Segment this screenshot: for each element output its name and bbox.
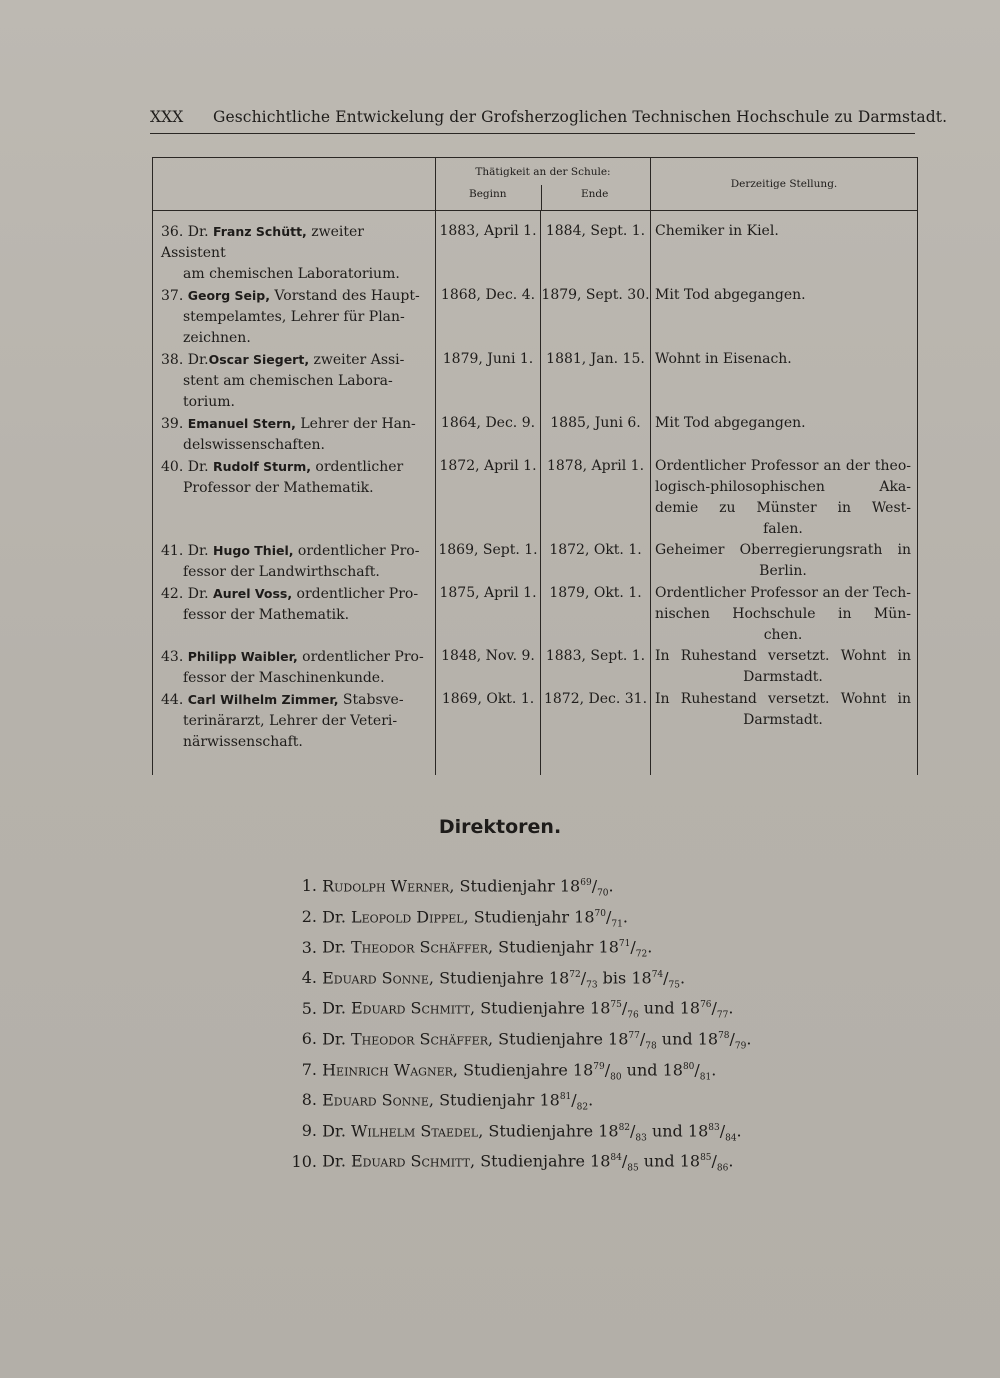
stellung-cell (651, 413, 918, 456)
year-start: 69 (580, 878, 592, 888)
activity-group-label: Thätigkeit an der Schule: (475, 166, 611, 178)
staff-role-line: terinärarzt, Lehrer der Veteri- (183, 713, 398, 729)
stellung-cell (651, 540, 918, 583)
title-prefix: Dr. (322, 937, 351, 957)
year-start: 82 (618, 1122, 631, 1133)
beginn-cell (436, 646, 541, 689)
year-end: 83 (635, 1133, 647, 1144)
end-punctuation: . (711, 1059, 717, 1079)
year-start: 80 (682, 1061, 695, 1072)
term-text: , Studienjahre 18 (488, 1029, 629, 1049)
title-prefix: Dr. (187, 543, 209, 559)
stellung-line: Chemiker in Kiel. (655, 223, 779, 239)
stellung-line: nischen Hochschule in Mün- (655, 606, 911, 622)
entry-number: 38. (161, 352, 184, 368)
beginn-cell (436, 540, 541, 583)
beginn-cell (436, 689, 541, 753)
year-end: 75 (668, 980, 680, 991)
staff-role: Lehrer der Han- (295, 416, 416, 432)
title-prefix: Dr. (187, 224, 209, 240)
staff-name: Franz Schütt, (213, 224, 307, 239)
year-end: 81 (699, 1072, 712, 1083)
director-name: Rudolph Werner (322, 876, 450, 896)
term-text: , Studienjahre 18 (470, 1151, 611, 1171)
staff-role-line: zeichnen. (183, 330, 251, 346)
stellung-line: In Ruhestand versetzt. Wohnt in (655, 648, 911, 664)
ende-date: 1878, April 1. (546, 458, 645, 474)
table-row (153, 456, 918, 540)
year-start: 71 (618, 939, 631, 950)
staff-role-line: Professor der Mathematik. (183, 480, 374, 496)
term-connector: und 18 (621, 1059, 683, 1079)
ende-date: 1872, Dec. 31. (543, 691, 648, 707)
item-number: 1. (301, 876, 317, 896)
beginn-date: 1872, April 1. (439, 458, 537, 474)
staff-role: ordentlicher Pro- (293, 543, 420, 559)
list-item: 4. Eduard Sonne, Studienjahre $18^{72}/_{73}$ bis $18^{74}/_{75}$. (285, 960, 905, 991)
table-row (153, 349, 918, 413)
term-connector: und 18 (656, 1029, 719, 1049)
ende-cell (541, 221, 651, 285)
list-item: 8. Eduard Sonne, Studienjahr $18^{81}/_{82}$. (285, 1082, 905, 1113)
staff-role-line: fessor der Landwirthschaft. (183, 564, 380, 580)
beginn-cell (436, 349, 541, 413)
stellung-line: logisch-philosophischen Aka- (655, 479, 911, 495)
year-start: 79 (593, 1061, 605, 1072)
title-prefix: Dr. (322, 1121, 351, 1141)
staff-role-line: fessor der Mathematik. (183, 607, 350, 623)
staff-role: Vorstand des Haupt- (269, 288, 420, 304)
stellung-line: Wohnt in Eisenach. (655, 351, 792, 367)
director-name: Leopold Dippel (350, 906, 464, 926)
item-number: 9. (301, 1121, 317, 1141)
ende-cell (541, 456, 651, 540)
beginn-date: 1869, Okt. 1. (441, 691, 535, 707)
staff-role-line: am chemischen Laboratorium. (183, 266, 400, 282)
entry-number: 37. (161, 288, 184, 304)
year-start: 81 (559, 1092, 572, 1103)
term-text: , Studienjahr 18 (488, 937, 619, 957)
staff-name-cell (153, 689, 436, 753)
item-number: 3. (301, 937, 317, 957)
year-start: 70 (594, 908, 606, 919)
year-end: 76 (627, 1010, 639, 1021)
table-row (153, 689, 918, 753)
stellung-cell (651, 689, 918, 753)
director-name: Wilhelm Staedel (350, 1121, 479, 1141)
list-item: 3. Dr. Theodor Schäffer, Studienjahr $18^{71}/_{72}$. (285, 929, 905, 960)
beginn-date: 1864, Dec. 9. (440, 415, 536, 431)
item-number: 4. (301, 968, 317, 988)
table-row (153, 413, 918, 456)
beginn-cell (436, 221, 541, 285)
staff-name-cell (153, 456, 436, 540)
item-number: 7. (301, 1059, 317, 1079)
year-start: 76 (700, 1000, 712, 1011)
end-punctuation: . (680, 968, 686, 988)
staff-name: Philipp Waibler, (187, 649, 298, 664)
name-column-header (153, 158, 436, 211)
year-start: 78 (718, 1030, 730, 1041)
stellung-cell (651, 456, 918, 540)
staff-role: Stabsve- (338, 692, 404, 708)
year-end: 80 (610, 1072, 622, 1083)
beginn-cell (436, 583, 541, 646)
running-header (150, 108, 948, 130)
staff-name-cell (153, 540, 436, 583)
term-connector: und 18 (638, 1151, 701, 1171)
table-row (153, 646, 918, 689)
item-number: 2. (301, 906, 317, 926)
running-title: Geschichtliche Entwickelung der Grofsherzoglichen Technischen Hochschule zu Darmstadt. (213, 108, 948, 126)
list-item: 7. Heinrich Wagner, Studienjahre $18^{79}/_{80}$ und $18^{80}/_{81}$. (285, 1052, 905, 1083)
year-end: 72 (635, 949, 648, 960)
entry-number: 44. (161, 692, 184, 708)
stellung-line: Darmstadt. (743, 712, 823, 728)
year-start: 75 (610, 1000, 622, 1011)
ende-date: 1879, Okt. 1. (549, 585, 642, 601)
director-name: Eduard Schmitt (350, 1151, 471, 1171)
staff-role-line: delswissenschaften. (183, 437, 325, 453)
stellung-cell (651, 221, 918, 285)
stellung-line: Geheimer Oberregierungsrath in (655, 542, 911, 558)
beginn-header: Beginn (469, 188, 507, 200)
title-prefix: Dr. (187, 352, 209, 368)
entry-number: 39. (161, 416, 184, 432)
list-item: 10. Dr. Eduard Schmitt, Studienjahre $18^{84}/_{85}$ und $18^{85}/_{86}$. (285, 1143, 905, 1174)
item-number: 10. (291, 1151, 317, 1171)
beginn-cell (436, 413, 541, 456)
staff-name: Hugo Thiel, (213, 543, 294, 558)
end-punctuation: . (622, 906, 628, 926)
beginn-date: 1879, Juni 1. (442, 351, 534, 367)
ende-cell (541, 540, 651, 583)
term-text: , Studienjahre 18 (470, 998, 611, 1018)
staff-role-line: fessor der Maschinenkunde. (183, 670, 385, 686)
table-row (153, 583, 918, 646)
title-prefix: Dr. (187, 459, 209, 475)
year-start: 77 (628, 1030, 640, 1041)
year-end: 82 (576, 1102, 589, 1113)
end-punctuation: . (588, 1090, 594, 1110)
year-end: 77 (716, 1010, 729, 1021)
column-divider (541, 185, 542, 210)
title-prefix: Dr. (322, 906, 351, 926)
term-connector: und 18 (646, 1121, 709, 1141)
ende-date: 1881, Jan. 15. (546, 351, 645, 367)
staff-name: Rudolf Sturm, (213, 459, 311, 474)
ende-date: 1883, Sept. 1. (545, 648, 646, 664)
direktoren-heading: Direktoren. (438, 816, 562, 838)
year-end: 86 (716, 1163, 729, 1174)
staff-name: Oscar Siegert, (208, 352, 310, 367)
end-punctuation: . (746, 1029, 752, 1049)
year-end: 71 (611, 919, 623, 930)
director-name: Heinrich Wagner (322, 1059, 453, 1079)
list-item: 6. Dr. Theodor Schäffer, Studienjahre $18^{77}/_{78}$ und $18^{78}/_{79}$. (285, 1021, 905, 1052)
director-name: Eduard Sonne (322, 968, 429, 988)
beginn-date: 1869, Sept. 1. (438, 542, 538, 558)
beginn-date: 1868, Dec. 4. (440, 287, 536, 303)
staff-role-line: torium. (183, 394, 235, 410)
ende-date: 1885, Juni 6. (550, 415, 641, 431)
end-punctuation: . (728, 998, 734, 1018)
beginn-date: 1883, April 1. (439, 223, 537, 239)
staff-role: ordentlicher (310, 459, 404, 475)
ende-cell (541, 349, 651, 413)
end-punctuation: . (728, 1151, 734, 1171)
stellung-line: Mit Tod abgegangen. (655, 287, 806, 303)
beginn-cell (436, 456, 541, 540)
term-connector: bis 18 (597, 968, 652, 988)
year-end: 73 (586, 980, 598, 991)
year-start: 85 (700, 1153, 712, 1164)
ende-cell (541, 689, 651, 753)
staff-name: Georg Seip, (187, 288, 270, 303)
term-text: , Studienjahre 18 (478, 1121, 619, 1141)
title-prefix: Dr. (322, 1151, 351, 1171)
year-end: 84 (725, 1133, 737, 1144)
title-prefix: Dr. (322, 1029, 351, 1049)
staff-name: Aurel Voss, (213, 586, 293, 601)
year-end: 79 (734, 1041, 747, 1052)
stellung-line: Ordentlicher Professor an der Tech- (655, 585, 911, 601)
end-punctuation: . (647, 937, 653, 957)
list-item: 1. Rudolph Werner, Studienjahr $18^{69}/_{70}$. (285, 868, 905, 899)
year-start: 72 (569, 969, 581, 980)
staff-name: Emanuel Stern, (187, 416, 296, 431)
staff-role: zweiter Assi- (309, 352, 405, 368)
end-punctuation: . (736, 1121, 742, 1141)
item-number: 5. (301, 998, 317, 1018)
staff-role: zweiter Assistent (161, 224, 364, 261)
director-name: Theodor Schäffer (350, 1029, 488, 1049)
year-end: 70 (597, 888, 609, 899)
item-number: 6. (301, 1029, 317, 1049)
table-row (153, 221, 918, 285)
staff-table (152, 157, 918, 775)
beginn-date: 1875, April 1. (439, 585, 537, 601)
direktoren-list (285, 868, 905, 1174)
term-text: , Studienjahr 18 (428, 1090, 560, 1110)
staff-name-cell (153, 413, 436, 456)
term-text: , Studienjahre 18 (452, 1059, 594, 1079)
beginn-cell (436, 285, 541, 349)
beginn-date: 1848, Nov. 9. (441, 648, 535, 664)
staff-name-cell (153, 285, 436, 349)
item-number: 8. (301, 1090, 317, 1110)
staff-role-line: stempelamtes, Lehrer für Plan- (183, 309, 405, 325)
stellung-cell (651, 646, 918, 689)
term-text: , Studienjahr 18 (449, 876, 581, 896)
entry-number: 41. (161, 543, 184, 559)
title-prefix: Dr. (187, 586, 209, 602)
staff-name: Carl Wilhelm Zimmer, (187, 692, 339, 707)
ende-cell (541, 646, 651, 689)
entry-number: 43. (161, 649, 184, 665)
year-end: 85 (627, 1163, 639, 1174)
ende-header: Ende (581, 188, 609, 200)
term-connector: und 18 (638, 998, 701, 1018)
staff-role-line: stent am chemischen Labora- (183, 373, 393, 389)
ende-date: 1884, Sept. 1. (545, 223, 646, 239)
stellung-column-header: Derzeitige Stellung. (651, 158, 918, 211)
header-rule (150, 133, 915, 134)
end-punctuation: . (608, 876, 614, 896)
list-item: 9. Dr. Wilhelm Staedel, Studienjahre $18^{82}/_{83}$ und $18^{83}/_{84}$. (285, 1113, 905, 1144)
ende-cell (541, 413, 651, 456)
year-end: 78 (645, 1041, 657, 1052)
ende-date: 1872, Okt. 1. (549, 542, 642, 558)
staff-role: ordentlicher Pro- (292, 586, 419, 602)
ende-cell (541, 583, 651, 646)
stellung-cell (651, 285, 918, 349)
stellung-line: Mit Tod abgegangen. (655, 415, 806, 431)
entry-number: 40. (161, 459, 184, 475)
year-start: 84 (610, 1153, 622, 1164)
activity-column-header (436, 158, 651, 211)
stellung-cell (651, 583, 918, 646)
staff-name-cell (153, 221, 436, 285)
director-name: Eduard Schmitt (350, 998, 471, 1018)
stellung-line: chen. (763, 627, 803, 643)
ende-cell (541, 285, 651, 349)
stellung-line: In Ruhestand versetzt. Wohnt in (655, 691, 911, 707)
year-start: 74 (651, 969, 664, 980)
title-prefix: Dr. (322, 998, 351, 1018)
stellung-line: Berlin. (759, 563, 807, 579)
stellung-cell (651, 349, 918, 413)
stellung-line: Darmstadt. (743, 669, 823, 685)
director-name: Theodor Schäffer (350, 937, 488, 957)
staff-name-cell (153, 583, 436, 646)
page-number: XXX (150, 108, 184, 126)
staff-role-line: närwissenschaft. (183, 734, 303, 750)
entry-number: 36. (161, 224, 184, 240)
director-name: Eduard Sonne (322, 1090, 429, 1110)
list-item: 2. Dr. Leopold Dippel, Studienjahr $18^{70}/_{71}$. (285, 899, 905, 930)
table-row (153, 285, 918, 349)
ende-date: 1879, Sept. 30. (541, 287, 650, 303)
staff-role: ordentlicher Pro- (297, 649, 424, 665)
stellung-line: falen. (763, 521, 803, 537)
staff-name-cell (153, 646, 436, 689)
term-text: , Studienjahre 18 (428, 968, 570, 988)
list-item: 5. Dr. Eduard Schmitt, Studienjahre $18^{75}/_{76}$ und $18^{76}/_{77}$. (285, 990, 905, 1021)
year-start: 83 (708, 1122, 720, 1133)
entry-number: 42. (161, 586, 184, 602)
stellung-line: demie zu Münster in West- (655, 500, 911, 516)
table-row (153, 540, 918, 583)
term-text: , Studienjahr 18 (463, 906, 595, 926)
stellung-line: Ordentlicher Professor an der theo- (655, 458, 911, 474)
staff-name-cell (153, 349, 436, 413)
